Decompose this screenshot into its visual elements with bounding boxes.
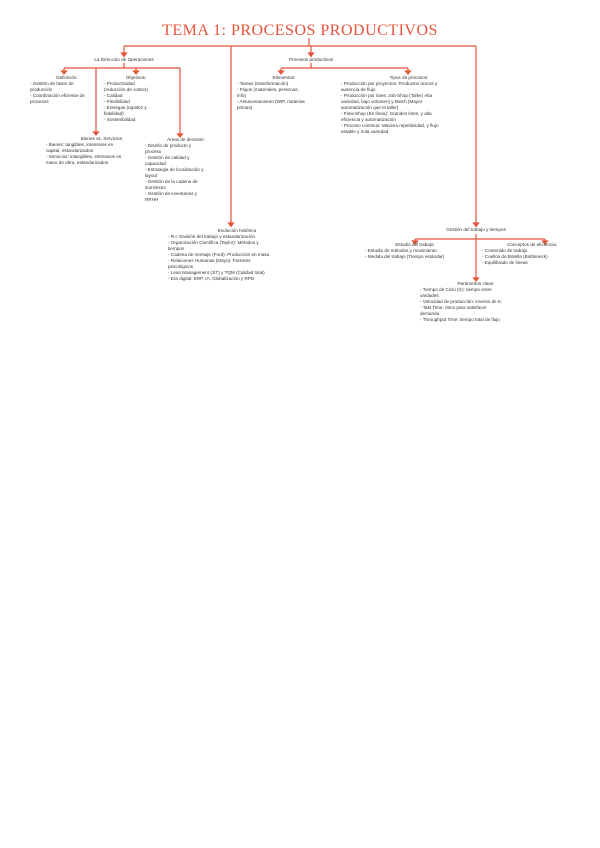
node-areas-decision — [145, 137, 227, 203]
node-areas-line: proceso — [145, 149, 162, 154]
node-tipos-line: - Producción por lotes: Job-Shop (Taller) Alta — [341, 93, 433, 98]
node-conceptos-eficiencia — [482, 242, 582, 266]
node-estudio-title: Estudio del trabajo: — [395, 242, 435, 247]
node-tipos-line: ausencia de flujo — [341, 87, 376, 92]
node-parametros-line: - Throughput Time: tiempo total de flujo — [420, 317, 500, 322]
node-objetivos-line: - Calidad — [104, 93, 123, 98]
node-bienes-line: - Servicios: intangibles, intensivos en — [46, 154, 122, 159]
node-areas-line: - Estrategia de localización y — [145, 167, 204, 172]
node-estudio-trabajo — [365, 242, 465, 260]
node-areas-line: - Gestión de calidad y — [145, 155, 190, 160]
node-objetivos-title: Objetivos: — [125, 75, 147, 80]
node-evolucion-line: - Organización Científica (Taylor): Métodos y — [168, 240, 259, 245]
node-bienes-line: capital, estandarizados — [46, 148, 93, 153]
node-objetivos-line: - Productividad — [104, 81, 135, 86]
node-elementos-line: - Almacenamiento (WIP, materias — [237, 99, 305, 104]
node-areas-line: RRHH — [145, 197, 159, 202]
node-estudio-line: - Estudio de métodos y movimiento — [365, 248, 437, 253]
node-direccion-label: La Dirección de Operaciones — [94, 57, 154, 62]
node-parametros-line: - Takt Time: ritmo para satisfacer — [420, 305, 487, 310]
node-estudio-line: - Medida del trabajo (Tiempo estándar) — [365, 254, 445, 259]
node-tipos-line: estable y nula variedad — [341, 129, 389, 134]
node-elementos-title: Elementos: — [272, 75, 296, 80]
arrowhead — [62, 71, 67, 74]
node-conceptos-line: - Cuellos de Botella (Bottleneck) — [482, 254, 548, 259]
node-evolucion-line: tiempos — [168, 246, 185, 251]
node-tipos-line: - Producción por proyectos: Productos únicos y — [341, 81, 438, 86]
node-evolucion-line: - Cadena de montaje (Ford): Producción en masa — [168, 252, 270, 257]
node-bienes-line: mano de obra, estandarizados — [46, 160, 109, 165]
node-procesos-label: Procesos productivos — [289, 57, 333, 62]
node-parametros-line: - Tiempo de Ciclo (tc): tiempo entre — [420, 287, 492, 292]
node-elementos-line: - Tareas (transformación) — [237, 81, 289, 86]
node-gestion — [426, 227, 526, 233]
node-elementos-line: info) — [237, 93, 246, 98]
node-definicion-line: procesos — [30, 99, 49, 104]
node-parametros-clave — [420, 281, 532, 323]
node-objetivos-line: fiabilidad) — [104, 111, 124, 116]
node-elementos-line: - Flujos (materiales, personas, — [237, 87, 299, 92]
node-conceptos-title: Conceptos de eficiencia: — [506, 242, 558, 247]
node-bienes-line: - Bienes: tangibles, intensivos en — [46, 142, 114, 147]
node-bienes-servicios — [46, 136, 158, 166]
node-parametros-line: unidades — [420, 293, 439, 298]
node-objetivos-line: - Sostenibilidad — [104, 117, 136, 122]
node-areas-line: - Gestión de inventarios y — [145, 191, 198, 196]
node-evolucion-line: - Relaciones Humanas (Mayo): Factores — [168, 258, 251, 263]
node-tipos-procesos — [341, 75, 477, 135]
node-areas-title: Áreas de decisión: — [167, 137, 205, 142]
node-areas-line: suministro — [145, 185, 166, 190]
node-tipos-title: Tipos de procesos: — [389, 75, 429, 80]
node-evolucion-line: psicológicos — [168, 264, 194, 269]
node-areas-line: - Gestión de la cadena de — [145, 179, 198, 184]
node-evolucion — [168, 228, 306, 282]
node-tipos-line: eficiencia y automatización — [341, 117, 396, 122]
node-evolucion-line: - Era digital: ERP, IA, Globalización y RPD — [168, 276, 255, 281]
node-objetivos — [104, 75, 168, 123]
node-procesos — [271, 57, 351, 63]
node-elementos — [237, 75, 331, 111]
node-conceptos-line: - Contenido de trabajo — [482, 248, 528, 253]
node-definicion-title: Definición: — [56, 75, 78, 80]
node-tipos-line: automatización que el taller) — [341, 105, 399, 110]
arrowhead — [309, 53, 314, 57]
node-gestion-label: Gestión del trabajo y tiempos — [446, 227, 506, 232]
arrowhead — [134, 71, 139, 74]
node-definicion-line: - Coordinación eficiente de — [30, 93, 85, 98]
node-tipos-line: - Proceso continuo: Máxima repetitividad, y flujo — [341, 123, 439, 128]
node-tipos-line: - Flow-Shop (En línea): Grandes lotes, y alta — [341, 111, 432, 116]
node-objetivos-line: - Entregas (rapidez y — [104, 105, 147, 110]
node-evolucion-title: Evolución histórica — [217, 228, 257, 233]
page-title: TEMA 1: PROCESOS PRODUCTIVOS — [162, 22, 438, 39]
node-elementos-line: primas) — [237, 105, 253, 110]
node-tipos-line: variedad, bajo volumen) y Batch (Mayor — [341, 99, 423, 104]
node-definicion — [30, 75, 104, 105]
node-bienes-title: Bienes vs. Servicios: — [80, 136, 124, 141]
node-conceptos-line: - Equilibrado de líneas — [482, 260, 528, 265]
node-objetivos-line: (reducción de costes) — [104, 87, 148, 92]
arrowhead — [279, 71, 284, 74]
arrowhead — [122, 53, 127, 57]
node-parametros-line: demanda — [420, 311, 440, 316]
node-direccion — [74, 57, 174, 63]
node-areas-line: - Diseño de producto y — [145, 143, 192, 148]
node-evolucion-line: - Lean Management (JIT) y TQM (Calidad total) — [168, 270, 265, 275]
node-definicion-line: producción — [30, 87, 53, 92]
node-parametros-line: - Velocidad de producción: inverso de tc — [420, 299, 502, 304]
arrowhead — [406, 71, 411, 74]
node-definicion-line: - Gestión de fases de — [30, 81, 74, 86]
node-areas-line: capacidad — [145, 161, 166, 166]
node-objetivos-line: - Flexibilidad — [104, 99, 130, 104]
node-areas-line: layout — [145, 173, 158, 178]
node-evolucion-line: - R.I: División del trabajo y estandarización — [168, 234, 256, 239]
arrowhead — [229, 223, 234, 227]
arrowhead — [474, 223, 479, 227]
node-parametros-title: Parámetros clave: — [457, 281, 495, 286]
arrowhead — [94, 132, 99, 135]
